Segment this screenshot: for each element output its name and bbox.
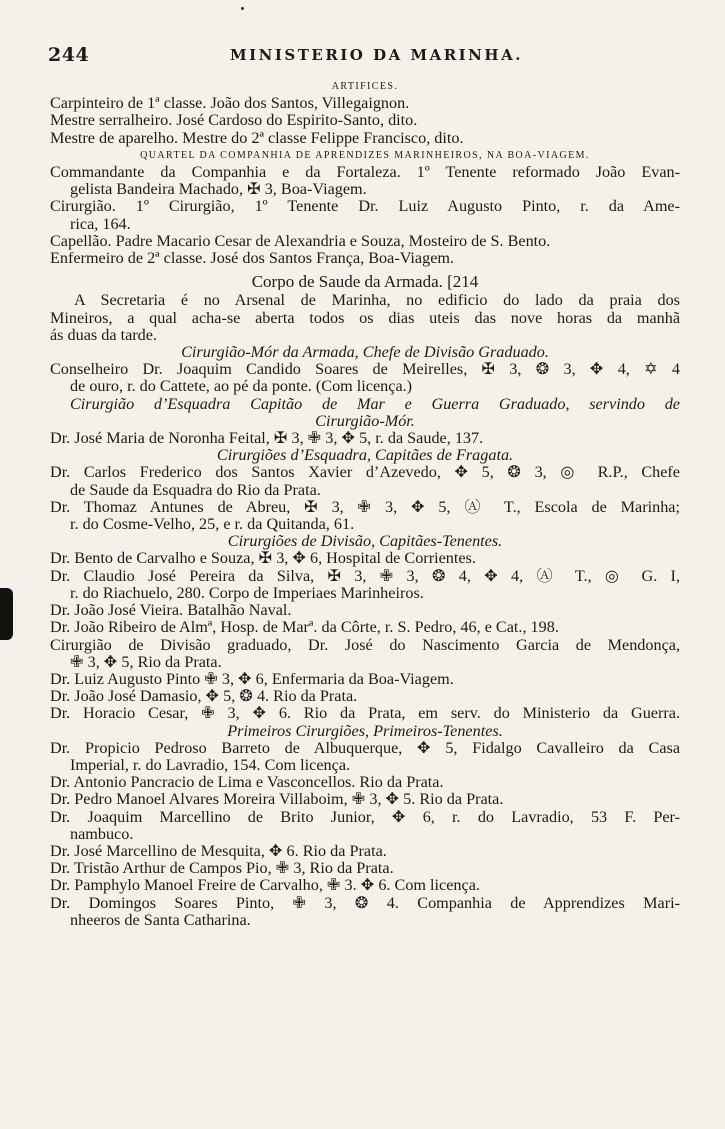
text-line: Dr. José Maria de Noronha Feital, ✠ 3, ✙ 3, ✥ 5, r. da Saude, 137. xyxy=(50,430,484,448)
text-line: Dr. Bento de Carvalho e Souza, ✠ 3, ✥ 6, Hospital de Corrientes. xyxy=(50,550,476,568)
section-title-corpo-de-saude: Corpo de Saude da Armada. [214 xyxy=(251,273,479,291)
text-line: Dr. Pamphylo Manoel Freire de Carvalho, ✙ 3. ✥ 6. Com licença. xyxy=(50,877,480,895)
rank-heading: Cirurgiões de Divisão, Capitães-Tenentes. xyxy=(227,533,503,551)
text-line: de ouro, r. do Cattete, ao pé da ponte. (Com licença.) xyxy=(70,378,413,396)
rank-heading: Primeiros Cirurgiões, Primeiros-Tenentes. xyxy=(227,722,503,740)
text-line: Dr. Horacio Cesar, ✙ 3, ✥ 6. Rio da Prata, em serv. do Ministerio da Guerra. xyxy=(50,705,680,723)
text-line: Dr. Antonio Pancracio de Lima e Vasconcellos. Rio da Prata. xyxy=(50,774,444,792)
text-line: Dr. João José Vieira. Batalhão Naval. xyxy=(50,602,292,620)
text-line: rica, 164. xyxy=(70,215,131,233)
binding-edge-mark xyxy=(0,588,13,640)
text-line: Dr. José Marcellino de Mesquita, ✥ 6. Rio da Prata. xyxy=(50,842,387,860)
ink-speck xyxy=(241,7,244,10)
rank-heading: Cirurgião d’Esquadra Capitão de Mar e Guerra Graduado, servindo de xyxy=(70,395,680,413)
text-line: Carpinteiro de 1ª classe. João dos Santos, Villegaignon. xyxy=(50,95,410,113)
text-line: Dr. Domingos Soares Pinto, ✙ 3, ❂ 4. Companhia de Apprendizes Mari- xyxy=(50,894,680,912)
text-line: r. do Riachuelo, 280. Corpo de Imperiaes Marinheiros. xyxy=(70,584,424,602)
text-line: ✙ 3, ✥ 5, Rio da Prata. xyxy=(70,653,222,671)
rank-heading: Cirurgiões d’Esquadra, Capitães de Fragata. xyxy=(216,447,514,465)
page-header xyxy=(48,44,705,68)
running-head: MINISTERIO DA MARINHA. xyxy=(230,46,523,64)
text-line: Cirurgião. 1º Cirurgião, 1º Tenente Dr. Luiz Augusto Pinto, r. da Ame- xyxy=(50,198,680,216)
page-body xyxy=(50,78,680,929)
text-line: Commandante da Companhia e da Fortaleza. 1º Tenente reformado João Evan- xyxy=(50,164,680,182)
text-line: Dr. Joaquim Marcellino de Brito Junior, ✥ 6, r. do Lavradio, 53 F. Per- xyxy=(50,808,680,826)
text-line: nambuco. xyxy=(70,825,134,843)
rank-heading: Cirurgião-Mór. xyxy=(315,412,415,430)
text-line: gelista Bandeira Machado, ✠ 3, Boa-Viagem. xyxy=(70,181,367,199)
text-line: Dr. Luiz Augusto Pinto ✙ 3, ✥ 6, Enfermaria da Boa-Viagem. xyxy=(50,670,454,688)
text-line: Dr. Pedro Manoel Alvares Moreira Villaboim, ✙ 3, ✥ 5. Rio da Prata. xyxy=(50,791,504,809)
text-line: Mineiros, a qual acha-se aberta todos os dias uteis das nove horas da manhã xyxy=(50,309,680,327)
text-line: Dr. Propicio Pedroso Barreto de Albuquerque, ✥ 5, Fidalgo Cavalleiro da Casa xyxy=(50,739,680,757)
text-line: Imperial, r. do Lavradio, 154. Com licença. xyxy=(70,756,351,774)
text-line: Dr. Carlos Frederico dos Santos Xavier d’Azevedo, ✥ 5, ❂ 3, ◎ R.P., Chefe xyxy=(50,464,680,482)
text-line: ás duas da tarde. xyxy=(50,326,157,344)
text-line: Enfermeiro de 2ª classe. José dos Santos França, Boa-Viagem. xyxy=(50,250,455,268)
text-line: Dr. João Ribeiro de Almª, Hosp. de Marª. da Côrte, r. S. Pedro, 46, e Cat., 198. xyxy=(50,619,559,637)
rank-heading: Cirurgião-Mór da Armada, Chefe de Divisão Graduado. xyxy=(181,344,549,362)
text-line: Conselheiro Dr. Joaquim Candido Soares de Meirelles, ✠ 3, ❂ 3, ✥ 4, ✡ 4 xyxy=(50,361,680,379)
text-line: Capellão. Padre Macario Cesar de Alexandria e Souza, Mosteiro de S. Bento. xyxy=(50,232,551,250)
text-line: r. do Cosme-Velho, 25, e r. da Quitanda, 61. xyxy=(70,516,355,534)
text-line: Cirurgião de Divisão graduado, Dr. José do Nascimento Garcia de Mendonça, xyxy=(50,636,680,654)
text-line: Dr. João José Damasio, ✥ 5, ❂ 4. Rio da Prata. xyxy=(50,688,358,706)
text-line: Dr. Thomaz Antunes de Abreu, ✠ 3, ✙ 3, ✥ 5, Ⓐ T., Escola de Marinha; xyxy=(50,498,680,516)
text-line: de Saude da Esquadra do Rio da Prata. xyxy=(70,481,321,499)
text-line: Mestre de aparelho. Mestre do 2ª classe Felippe Francisco, dito. xyxy=(50,129,464,147)
section-heading-artifices: ARTIFICES. xyxy=(331,81,399,92)
text-line: Dr. Claudio José Pereira da Silva, ✠ 3, ✙ 3, ❂ 4, ✥ 4, Ⓐ T., ◎ G. I, xyxy=(50,567,680,585)
text-line: nheeros de Santa Catharina. xyxy=(70,911,251,929)
page-number: 244 xyxy=(48,44,90,66)
section-heading-quartel: QUARTEL DA COMPANHIA DE APRENDIZES MARINHEIROS, NA BOA-VIAGEM. xyxy=(140,149,590,161)
text-line: Dr. Tristão Arthur de Campos Pio, ✙ 3, Rio da Prata. xyxy=(50,860,394,878)
text-line: Mestre serralheiro. José Cardoso do Espirito-Santo, dito. xyxy=(50,112,418,130)
text-line: A Secretaria é no Arsenal de Marinha, no edificio do lado da praia dos xyxy=(74,292,680,310)
